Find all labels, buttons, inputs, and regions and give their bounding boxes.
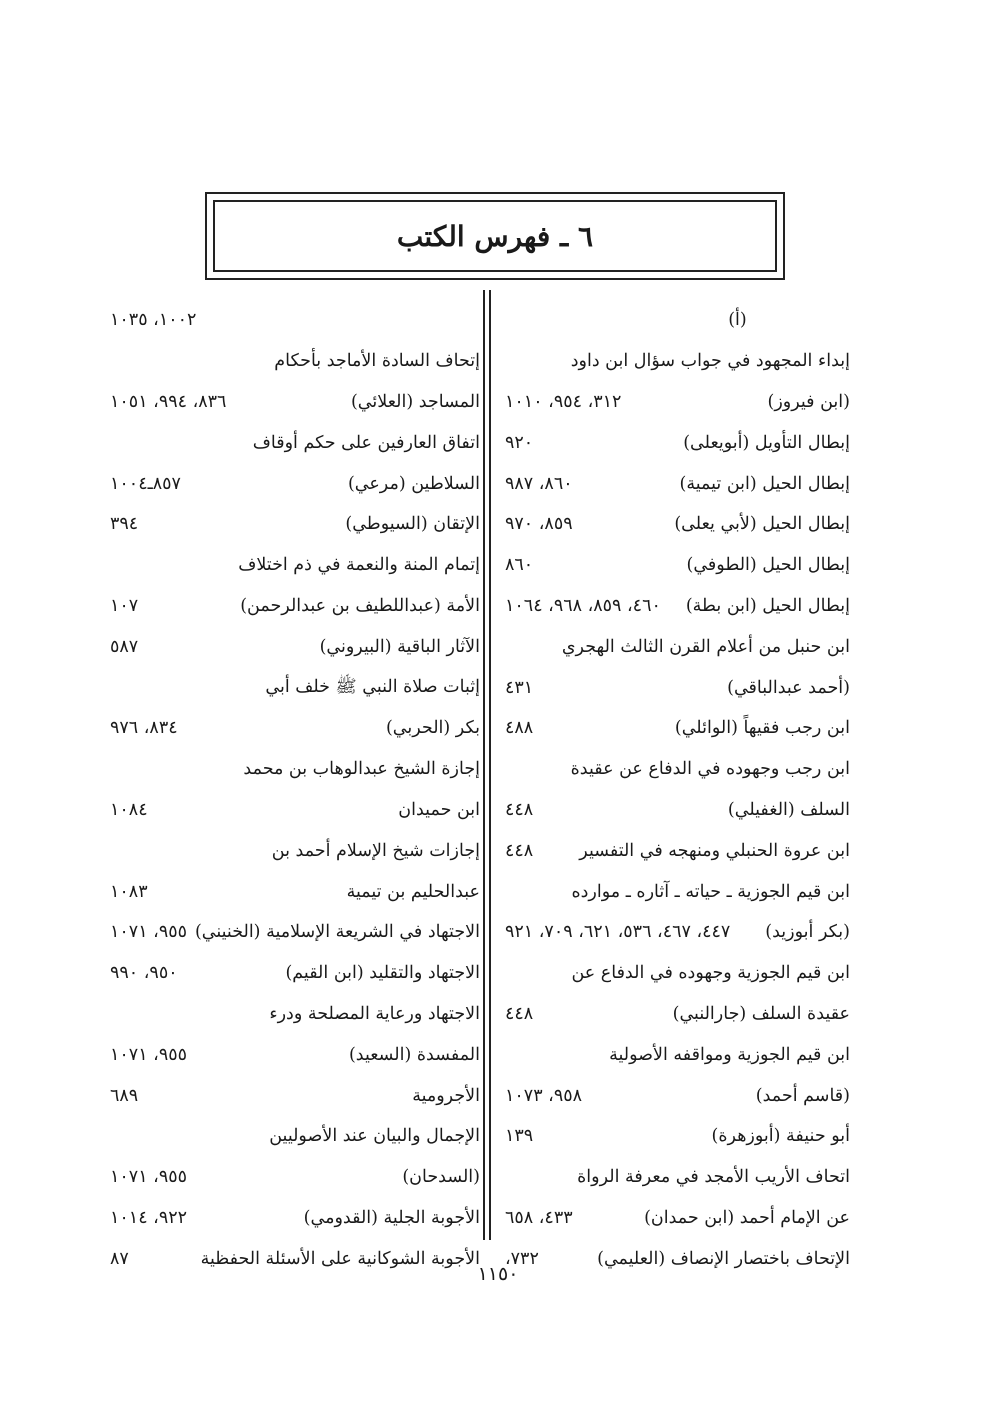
left-column bbox=[110, 300, 480, 1279]
index-entry bbox=[110, 953, 480, 994]
index-entry bbox=[110, 667, 480, 708]
entry-pages: ٩٢٠ bbox=[505, 432, 534, 453]
index-entry bbox=[110, 1157, 480, 1198]
entry-title: إجازة الشيخ عبدالوهاب بن محمد bbox=[243, 759, 480, 780]
entry-title: ابن قيم الجوزية ومواقفه الأصولية bbox=[609, 1044, 850, 1065]
entry-pages: ٤٤٧، ٤٦٧، ٥٣٦، ٦٢١، ٧٠٩، ٩٢١ bbox=[505, 922, 731, 943]
entry-pages: ٨٧ bbox=[110, 1248, 129, 1269]
index-entry bbox=[505, 382, 850, 423]
entry-title: الاجتهاد في الشريعة الإسلامية (الخنيني) bbox=[194, 922, 480, 943]
entry-title: إتمام المنة والنعمة في ذم اختلاف bbox=[238, 555, 480, 576]
entry-pages: ٤٣٣، ٦٥٨ bbox=[505, 1207, 573, 1228]
entry-pages: ٥٨٧ bbox=[110, 636, 139, 657]
index-entry bbox=[110, 382, 480, 423]
index-entry bbox=[505, 912, 850, 953]
entry-title: المفسدة (السعيد) bbox=[348, 1044, 480, 1065]
entry-pages: ٨٣٤، ٩٧٦ bbox=[110, 718, 178, 739]
entry-title: اتحاف الأريب الأمجد في معرفة الرواة bbox=[577, 1167, 850, 1188]
entry-title: ابن قيم الجوزية وجهوده في الدفاع عن bbox=[571, 963, 850, 984]
entry-pages: ٦٨٩ bbox=[110, 1085, 139, 1106]
entry-pages: ٤٨٨ bbox=[505, 718, 534, 739]
entry-pages: ٤٣١ bbox=[505, 677, 534, 698]
index-entry bbox=[505, 1034, 850, 1075]
entry-pages: ٧٣٢، bbox=[505, 1248, 539, 1269]
entry-title: الإجمال والبيان عند الأصوليين bbox=[269, 1126, 480, 1147]
index-entry bbox=[110, 912, 480, 953]
index-entry bbox=[110, 871, 480, 912]
index-entry bbox=[505, 871, 850, 912]
entry-title: الأجوبة الشوكانية على الأسئلة الحفظية bbox=[200, 1248, 480, 1269]
index-entry bbox=[505, 953, 850, 994]
entry-pages: ٩٥٠، ٩٩٠ bbox=[110, 963, 178, 984]
entry-pages: ٣١٢، ٩٥٤، ١٠١٠ bbox=[505, 391, 622, 412]
index-entry bbox=[110, 626, 480, 667]
entry-title: عبدالحليم بن تيمية bbox=[346, 881, 480, 902]
entry-title: إبداء المجهود في جواب سؤال ابن داود bbox=[570, 351, 850, 372]
entry-title: اتفاق العارفين على حكم أوقاف bbox=[252, 432, 480, 453]
index-entry bbox=[505, 1075, 850, 1116]
index-entry bbox=[505, 626, 850, 667]
entry-title: (أحمد عبدالباقي) bbox=[727, 677, 850, 698]
entry-title: عن الإمام أحمد (ابن حمدان) bbox=[644, 1207, 850, 1228]
entry-title: أبو حنيفة (أبوزهرة) bbox=[711, 1126, 850, 1147]
index-entry bbox=[110, 708, 480, 749]
entry-title: ابن رجب وجهوده في الدفاع عن عقيدة bbox=[570, 759, 850, 780]
entry-pages: ٤٦٠، ٨٥٩، ٩٦٨، ١٠٦٤ bbox=[505, 595, 661, 616]
entry-title: (ابن فيروز) bbox=[767, 391, 850, 412]
title-frame bbox=[205, 192, 785, 280]
entry-title: (بكر أبوزيد) bbox=[765, 922, 850, 943]
entry-pages: ٩٢٢، ١٠١٤ bbox=[110, 1207, 188, 1228]
entry-title: إتحاف السادة الأماجد بأحكام bbox=[274, 351, 480, 372]
index-entry bbox=[110, 1198, 480, 1239]
index-entry bbox=[110, 422, 480, 463]
index-entry bbox=[505, 545, 850, 586]
entry-pages: ٩٥٥، ١٠٧١ bbox=[110, 1167, 188, 1188]
index-entry bbox=[505, 1198, 850, 1239]
index-entry bbox=[110, 749, 480, 790]
entry-title: الاجتهاد والتقليد (ابن القيم) bbox=[285, 963, 480, 984]
entry-title: ابن عروة الحنبلي ومنهجه في التفسير bbox=[579, 840, 850, 861]
entry-pages: ٨٥٩، ٩٧٠ bbox=[505, 514, 573, 535]
entry-title: إبطال الحيل (لأبي يعلى) bbox=[674, 514, 850, 535]
index-entry bbox=[110, 300, 480, 341]
index-entry bbox=[110, 830, 480, 871]
entry-title: إبطال الحيل (ابن تيمية) bbox=[679, 473, 850, 494]
entry-title: السلف (الغفيلي) bbox=[727, 799, 850, 820]
index-entry bbox=[505, 341, 850, 382]
entry-pages: ١٠٧ bbox=[110, 595, 139, 616]
entry-title: الأجرومية bbox=[412, 1085, 480, 1106]
index-entry bbox=[505, 586, 850, 627]
entry-pages: ٩٥٨، ١٠٧٣ bbox=[505, 1085, 583, 1106]
entry-pages: ١٠٠٢، ١٠٣٥ bbox=[110, 310, 197, 331]
entry-title: بكر (الحربي) bbox=[385, 718, 480, 739]
entry-pages: ٨٣٦، ٩٩٤، ١٠٥١ bbox=[110, 391, 227, 412]
index-entry bbox=[505, 790, 850, 831]
index-entry bbox=[505, 830, 850, 871]
index-entry bbox=[505, 1116, 850, 1157]
index-entry bbox=[110, 994, 480, 1035]
entry-pages: ٩٥٥، ١٠٧١ bbox=[110, 1044, 188, 1065]
index-entry bbox=[505, 422, 850, 463]
index-entry bbox=[505, 1157, 850, 1198]
right-column bbox=[505, 300, 850, 1279]
entry-title: ابن قيم الجوزية ـ حياته ـ آثاره ـ موارده bbox=[571, 881, 850, 902]
entry-title: السلاطين (مرعي) bbox=[347, 473, 480, 494]
title-inner-frame bbox=[213, 200, 777, 272]
entry-pages: ٨٦٠، ٩٨٧ bbox=[505, 473, 573, 494]
entry-title: ابن حميدان bbox=[398, 799, 480, 820]
entry-title: الإتحاف باختصار الإنصاف (العليمي) bbox=[597, 1248, 850, 1269]
entry-title: إجازات شيخ الإسلام أحمد بن bbox=[271, 840, 480, 861]
entry-title: إبطال الحيل (ابن بطة) bbox=[685, 595, 850, 616]
section-letter: (أ) bbox=[728, 310, 747, 331]
index-entry bbox=[110, 463, 480, 504]
index-entry bbox=[505, 994, 850, 1035]
entry-title: (السدحان) bbox=[402, 1167, 480, 1188]
section-letter-line bbox=[505, 300, 850, 341]
entry-title: ابن رجب فقيهاً (الوائلي) bbox=[674, 718, 850, 739]
index-entry bbox=[505, 749, 850, 790]
entry-pages: ٩٥٥، ١٠٧١ bbox=[110, 922, 188, 943]
index-entry bbox=[110, 341, 480, 382]
entry-title: (قاسم أحمد) bbox=[755, 1085, 850, 1106]
entry-pages: ١٠٨٣ bbox=[110, 881, 148, 902]
entry-title: عقيدة السلف (جارالنبي) bbox=[672, 1003, 850, 1024]
entry-title: ابن حنبل من أعلام القرن الثالث الهجري bbox=[561, 636, 850, 657]
index-entry bbox=[505, 504, 850, 545]
entry-title: الإتقان (السيوطي) bbox=[345, 514, 480, 535]
page-title: ٦ ـ فهرس الكتب bbox=[396, 219, 594, 253]
entry-pages: ٤٤٨ bbox=[505, 1003, 534, 1024]
entry-pages: ٤٤٨ bbox=[505, 799, 534, 820]
index-entry bbox=[110, 586, 480, 627]
entry-pages: ٨٥٧ـ١٠٠٤ bbox=[110, 473, 181, 494]
index-entry bbox=[110, 790, 480, 831]
index-entry bbox=[505, 463, 850, 504]
index-entry bbox=[110, 504, 480, 545]
index-entry bbox=[505, 667, 850, 708]
index-entry bbox=[110, 545, 480, 586]
page-number: ١١٥٠ bbox=[477, 1263, 519, 1285]
entry-title: الآثار الباقية (البيروني) bbox=[319, 636, 480, 657]
entry-title: المساجد (العلائي) bbox=[350, 391, 480, 412]
index-entry bbox=[505, 708, 850, 749]
index-entry bbox=[110, 1034, 480, 1075]
index-entry bbox=[110, 1116, 480, 1157]
entry-pages: ٤٤٨ bbox=[505, 840, 534, 861]
entry-title: الأجوبة الجلية (القدومي) bbox=[303, 1207, 480, 1228]
entry-pages: ٣٩٤ bbox=[110, 514, 139, 535]
entry-title: الاجتهاد ورعاية المصلحة ودرء bbox=[269, 1003, 480, 1024]
entry-title: إبطال التأويل (أبويعلى) bbox=[683, 432, 850, 453]
entry-title: إبطال الحيل (الطوفي) bbox=[686, 555, 850, 576]
entry-pages: ١٠٨٤ bbox=[110, 799, 148, 820]
entry-title: الأمة (عبداللطيف بن عبدالرحمن) bbox=[240, 595, 480, 616]
entry-pages: ٨٦٠ bbox=[505, 555, 534, 576]
entry-title: إثبات صلاة النبي ﷺ خلف أبي bbox=[265, 676, 480, 697]
column-divider bbox=[483, 290, 491, 1240]
index-entry bbox=[110, 1075, 480, 1116]
entry-pages: ١٣٩ bbox=[505, 1126, 534, 1147]
